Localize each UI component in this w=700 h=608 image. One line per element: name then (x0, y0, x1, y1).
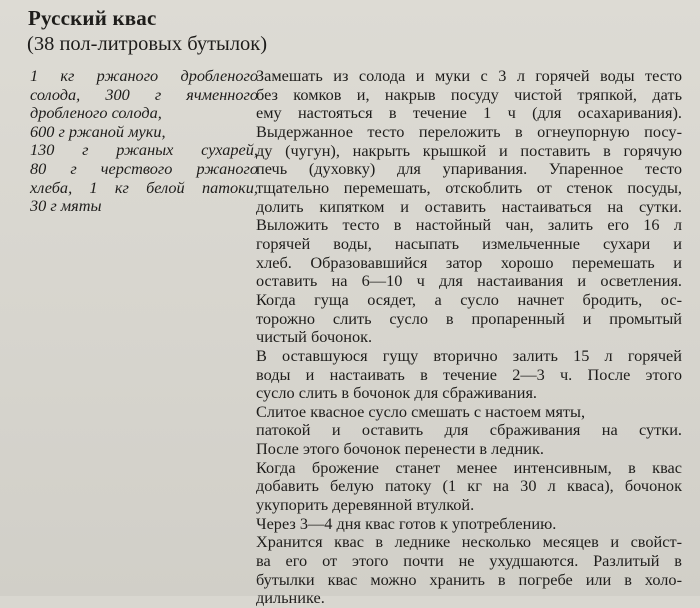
method-line: ва его от этого почти не ухудшаются. Разлитый в (256, 551, 682, 571)
method-line: ду (чугун), накрыть крышкой и поставить в горячую (256, 140, 682, 160)
method-line: бутылки квас можно хранить в погребе или в холо- (256, 569, 682, 589)
method-line: патокой и оставить для сбраживания на сутки. (256, 420, 682, 440)
method-line: хлеб. Образовавшийся затор хорошо перемешать и (256, 252, 682, 272)
ingredient-line: 80 г черствого ржаного (30, 158, 258, 178)
method-line: После этого бочонок перенести в ледник. (256, 439, 544, 459)
method-line: Выложить тесто в настойный чан, залить его 16 л (256, 215, 682, 235)
method-line: долить кипятком и оставить настаиваться на сутки. (256, 196, 682, 216)
recipe-title: Русский квас (28, 6, 157, 30)
ingredient-line: солода, 300 г ячменного (30, 84, 258, 104)
method-line: сусло слить в бочонок для сбраживания. (256, 383, 538, 403)
recipe-subtitle: (38 пол-литровых бутылок) (27, 33, 268, 55)
ingredient-line: дробленого солода, (30, 103, 162, 123)
method-line: Выдержанное тесто переложить в огнеупорную посу- (256, 121, 682, 141)
method-line: Когда гуща осядет, а сусло начнет бродить, ос- (256, 289, 682, 309)
method-line: Хранится квас в леднике несколько месяцев и свойст- (256, 532, 682, 552)
ingredient-line: 30 г мяты (30, 196, 102, 216)
ingredient-line: 130 г ржаных сухарей, (30, 140, 258, 160)
method-text (256, 67, 682, 608)
method-line: укупорить деревянной втулкой. (256, 495, 475, 515)
method-line: Замешать из солода и муки с 3 л горячей воды тесто (256, 66, 682, 85)
method-line: чистый бочонок. (256, 327, 373, 347)
method-line: добавить белую патоку (1 кг на 30 л кваса), бочонок (256, 476, 682, 496)
ingredient-line: хлеба, 1 кг белой патоки, (30, 177, 258, 197)
method-line: воды и настаивать в течение 2—3 ч. После этого (256, 364, 682, 384)
ingredients-list (30, 67, 258, 216)
method-line: горячей воды, насыпать измельченные сухари и (256, 233, 682, 253)
method-line: без комков и, накрыв посуду чистой тряпкой, дать (256, 84, 682, 104)
method-line: Через 3—4 дня квас готов к употреблению. (256, 513, 557, 533)
ingredient-line: 1 кг ржаного дробленого (30, 66, 258, 85)
method-line: Когда брожение станет менее интенсивным, в квас (256, 457, 682, 477)
method-line: ему настояться в течение 1 ч (для осахаривания). (256, 103, 682, 123)
method-line: тщательно перемешать, отскоблить от стенок посуды, (256, 177, 682, 197)
method-line: дильнике. (256, 588, 325, 608)
method-line: В оставшуюся гущу вторично залить 15 л горячей (256, 345, 682, 365)
method-line: печь (духовку) для упаривания. Упаренное тесто (256, 159, 682, 179)
method-line: торожно слить сусло в пропаренный и промытый (256, 308, 682, 328)
ingredient-line: 600 г ржаной муки, (30, 121, 166, 141)
method-line: Слитое квасное сусло смешать с настоем мяты, (256, 401, 586, 421)
method-line: оставить на 6—10 ч для настаивания и осветления. (256, 271, 682, 291)
